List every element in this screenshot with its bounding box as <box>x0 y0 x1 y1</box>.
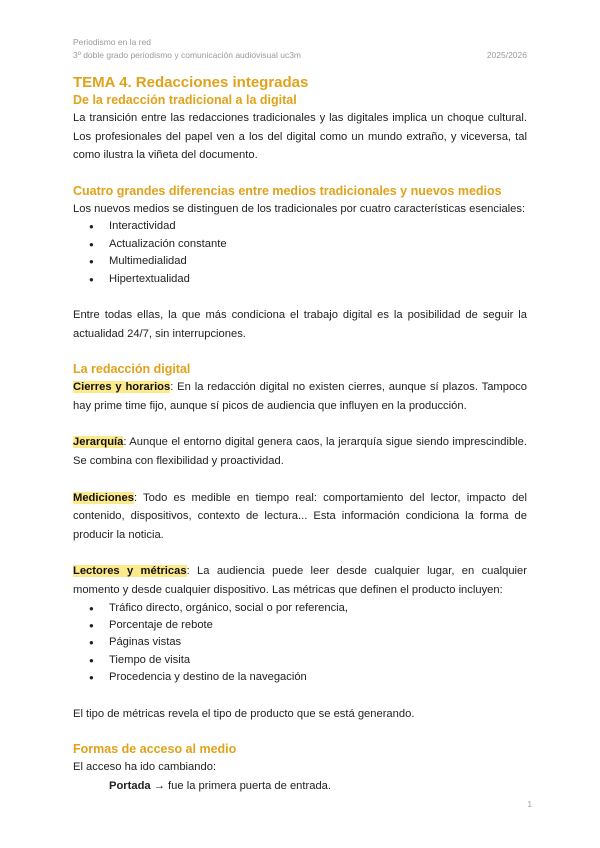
section-heading-digital-newsroom: La redacción digital <box>73 362 191 377</box>
paragraph-metrics-outro: El tipo de métricas revela el tipo de producto que se está generando. <box>73 707 415 720</box>
page-title: TEMA 4. Redacciones integradas <box>73 74 309 91</box>
page-header <box>73 36 527 62</box>
paragraph-portada: Portada → fue la primera puerta de entrada. <box>109 779 332 792</box>
section-heading-transition: De la redacción tradicional a la digital <box>73 93 297 107</box>
section-heading-differences: Cuatro grandes diferencias entre medios tradicionales y nuevos medios <box>73 183 502 198</box>
program-name: 3º doble grado periodismo y comunicación audiovisual uc3m <box>73 50 302 60</box>
list-item: ● Procedencia y destino de la navegación <box>73 669 527 686</box>
paragraph-differences-outro: Entre todas ellas, la que más condiciona el trabajo digital es la posibilidad de seguir la actualidad 24/7, sin interrupciones. <box>73 309 527 340</box>
term-highlight: Lectores y métricas <box>73 565 187 578</box>
academic-year: 2025/2026 <box>486 50 527 60</box>
list-item: ● Tiempo de visita <box>73 652 527 669</box>
term-highlight: Mediciones <box>73 491 134 504</box>
metrics-list <box>73 600 527 687</box>
paragraph-transition: La transición entre las redacciones tradicionales y las digitales implica un choque cultural. Los profesionales del papel ven a los del digital como un mundo extraño, y viceversa, tal como ilustra la viñeta del documento. <box>73 112 527 162</box>
paragraph-closures: Cierres y horarios: En la redacción digital no existen cierres, aunque sí plazos. Tampoco hay prime time fijo, aunque sí picos de audiencia que influyen en la producción. <box>73 381 527 412</box>
term-highlight: Jerarquía <box>73 436 124 449</box>
list-item: ● Hipertextualidad <box>73 271 527 288</box>
page-number: 1 <box>527 800 532 809</box>
list-item: ● Páginas vistas <box>73 634 527 651</box>
section-heading-access: Formas de acceso al medio <box>73 742 237 757</box>
paragraph-readers-metrics: Lectores y métricas: La audiencia puede leer desde cualquier lugar, en cualquier momento y desde cualquier dispositivo. Las métricas que definen el producto incluyen: <box>73 565 527 596</box>
list-item: ● Multimedialidad <box>73 253 527 270</box>
document-body <box>73 74 527 795</box>
paragraph-differences-intro: Los nuevos medios se distinguen de los tradicionales por cuatro características esenciales: <box>73 202 526 215</box>
paragraph-hierarchy: Jerarquía: Aunque el entorno digital genera caos, la jerarquía sigue siendo imprescindible. Se combina con flexibilidad y proactividad. <box>73 436 527 467</box>
term-portada: Portada <box>109 779 151 792</box>
term-highlight: Cierres y horarios <box>73 381 171 394</box>
list-item: ● Interactividad <box>73 218 527 235</box>
list-item: ● Porcentaje de rebote <box>73 617 527 634</box>
list-item: ● Actualización constante <box>73 236 527 253</box>
list-item: ● Tráfico directo, orgánico, social o por referencia, <box>73 600 527 617</box>
paragraph-access-intro: El acceso ha ido cambiando: <box>73 761 217 774</box>
course-name: Periodismo en la red <box>73 37 151 47</box>
paragraph-measurements: Mediciones: Todo es medible en tiempo real: comportamiento del lector, impacto del contenido, dispositivos, contexto de lectura... Esta información condiciona la forma de producir la noticia. <box>73 491 527 541</box>
differences-list <box>73 218 527 288</box>
